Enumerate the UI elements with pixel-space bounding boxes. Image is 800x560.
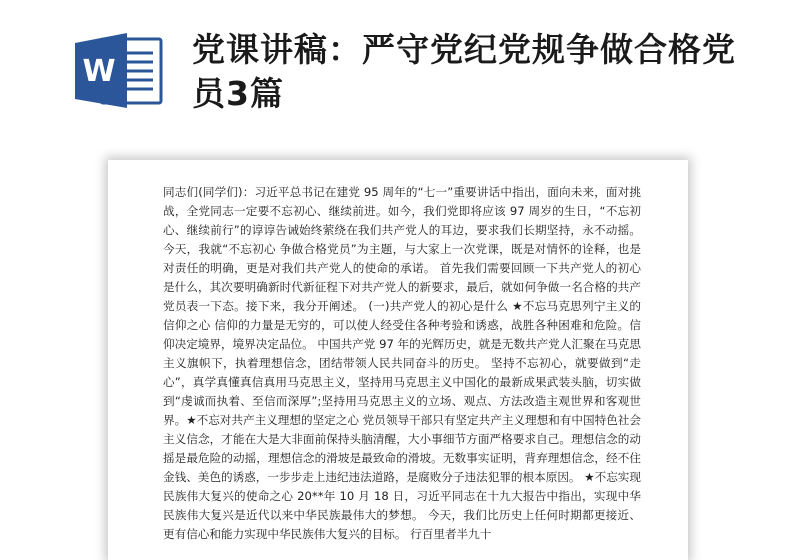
header <box>0 0 800 140</box>
page-title: 党课讲稿：严守党纪党规争做合格党员3篇 <box>192 30 736 113</box>
word-icon-letter: W <box>82 54 116 89</box>
word-document-icon <box>75 33 165 108</box>
document-body-text: 同志们(同学们)：习近平总书记在建党 95 周年的“七一”重要讲话中指出，面向未来，面对挑战，全党同志一定要不忘初心、继续前进。如今，我们党即将应该 97 周岁的生日，“不忘初心、继续前行”的谆谆告诫始终萦绕在我们共产党人的耳边，要求我们长期坚持，永不动摇。今天，我就“不忘初心 争做合格党员”为主题，与大家上一次党课，既是对情怀的诠释，也是对责任的明确，更是对我们共产党人的使命的承诺。 首先我们需要回顾一下共产党人的初心是什么，其次要明确新时代新征程下对共产党人的新要求，最后，就如何争做一名合格的共产党员表一下态。接下来，我分开阐述。 (一)共产党人的初心是什么 ★不忘马克思列宁主义的信仰之心 信仰的力量是无穷的，可以使人经受住各种考验和诱惑，战胜各种困难和危险。信仰决定境界，境界决定品位。 中国共产党 97 年的光辉历史，就是无数共产党人汇聚在马克思主义旗帜下，执着理想信念，团结带领人民共同奋斗的历史。 坚持不忘初心，就要做到“走心”，真学真懂真信真用马克思主义，坚持用马克思主义中国化的最新成果武装头脑，切实做到“虔诚而执着、至信而深厚”;坚持用马克思主义的立场、观点、方法改造主观世界和客观世界。★不忘对共产主义理想的坚定之心 党员领导干部只有坚定共产主义理想和有中国特色社会主义信念，才能在大是大非面前保持头脑清醒，大小事细节方面严格要求自己。理想信念的动摇是最危险的动摇，理想信念的滑坡是最致命的滑坡。无数事实证明，背弃理想信念，经不住金钱、美色的诱惑，一步步走上违纪违法道路，是腐败分子违法犯罪的根本原因。 ★不忘实现民族伟大复兴的使命之心 20**年 10 月 18 日，习近平同志在十九大报告中指出，实现中华民族伟大复兴是近代以来中华民族最伟大的梦想。 今天，我们比历史上任何时期都更接近、更有信心和能力实现中华民族伟大复兴的目标。 行百里者半九十 <box>163 185 641 541</box>
